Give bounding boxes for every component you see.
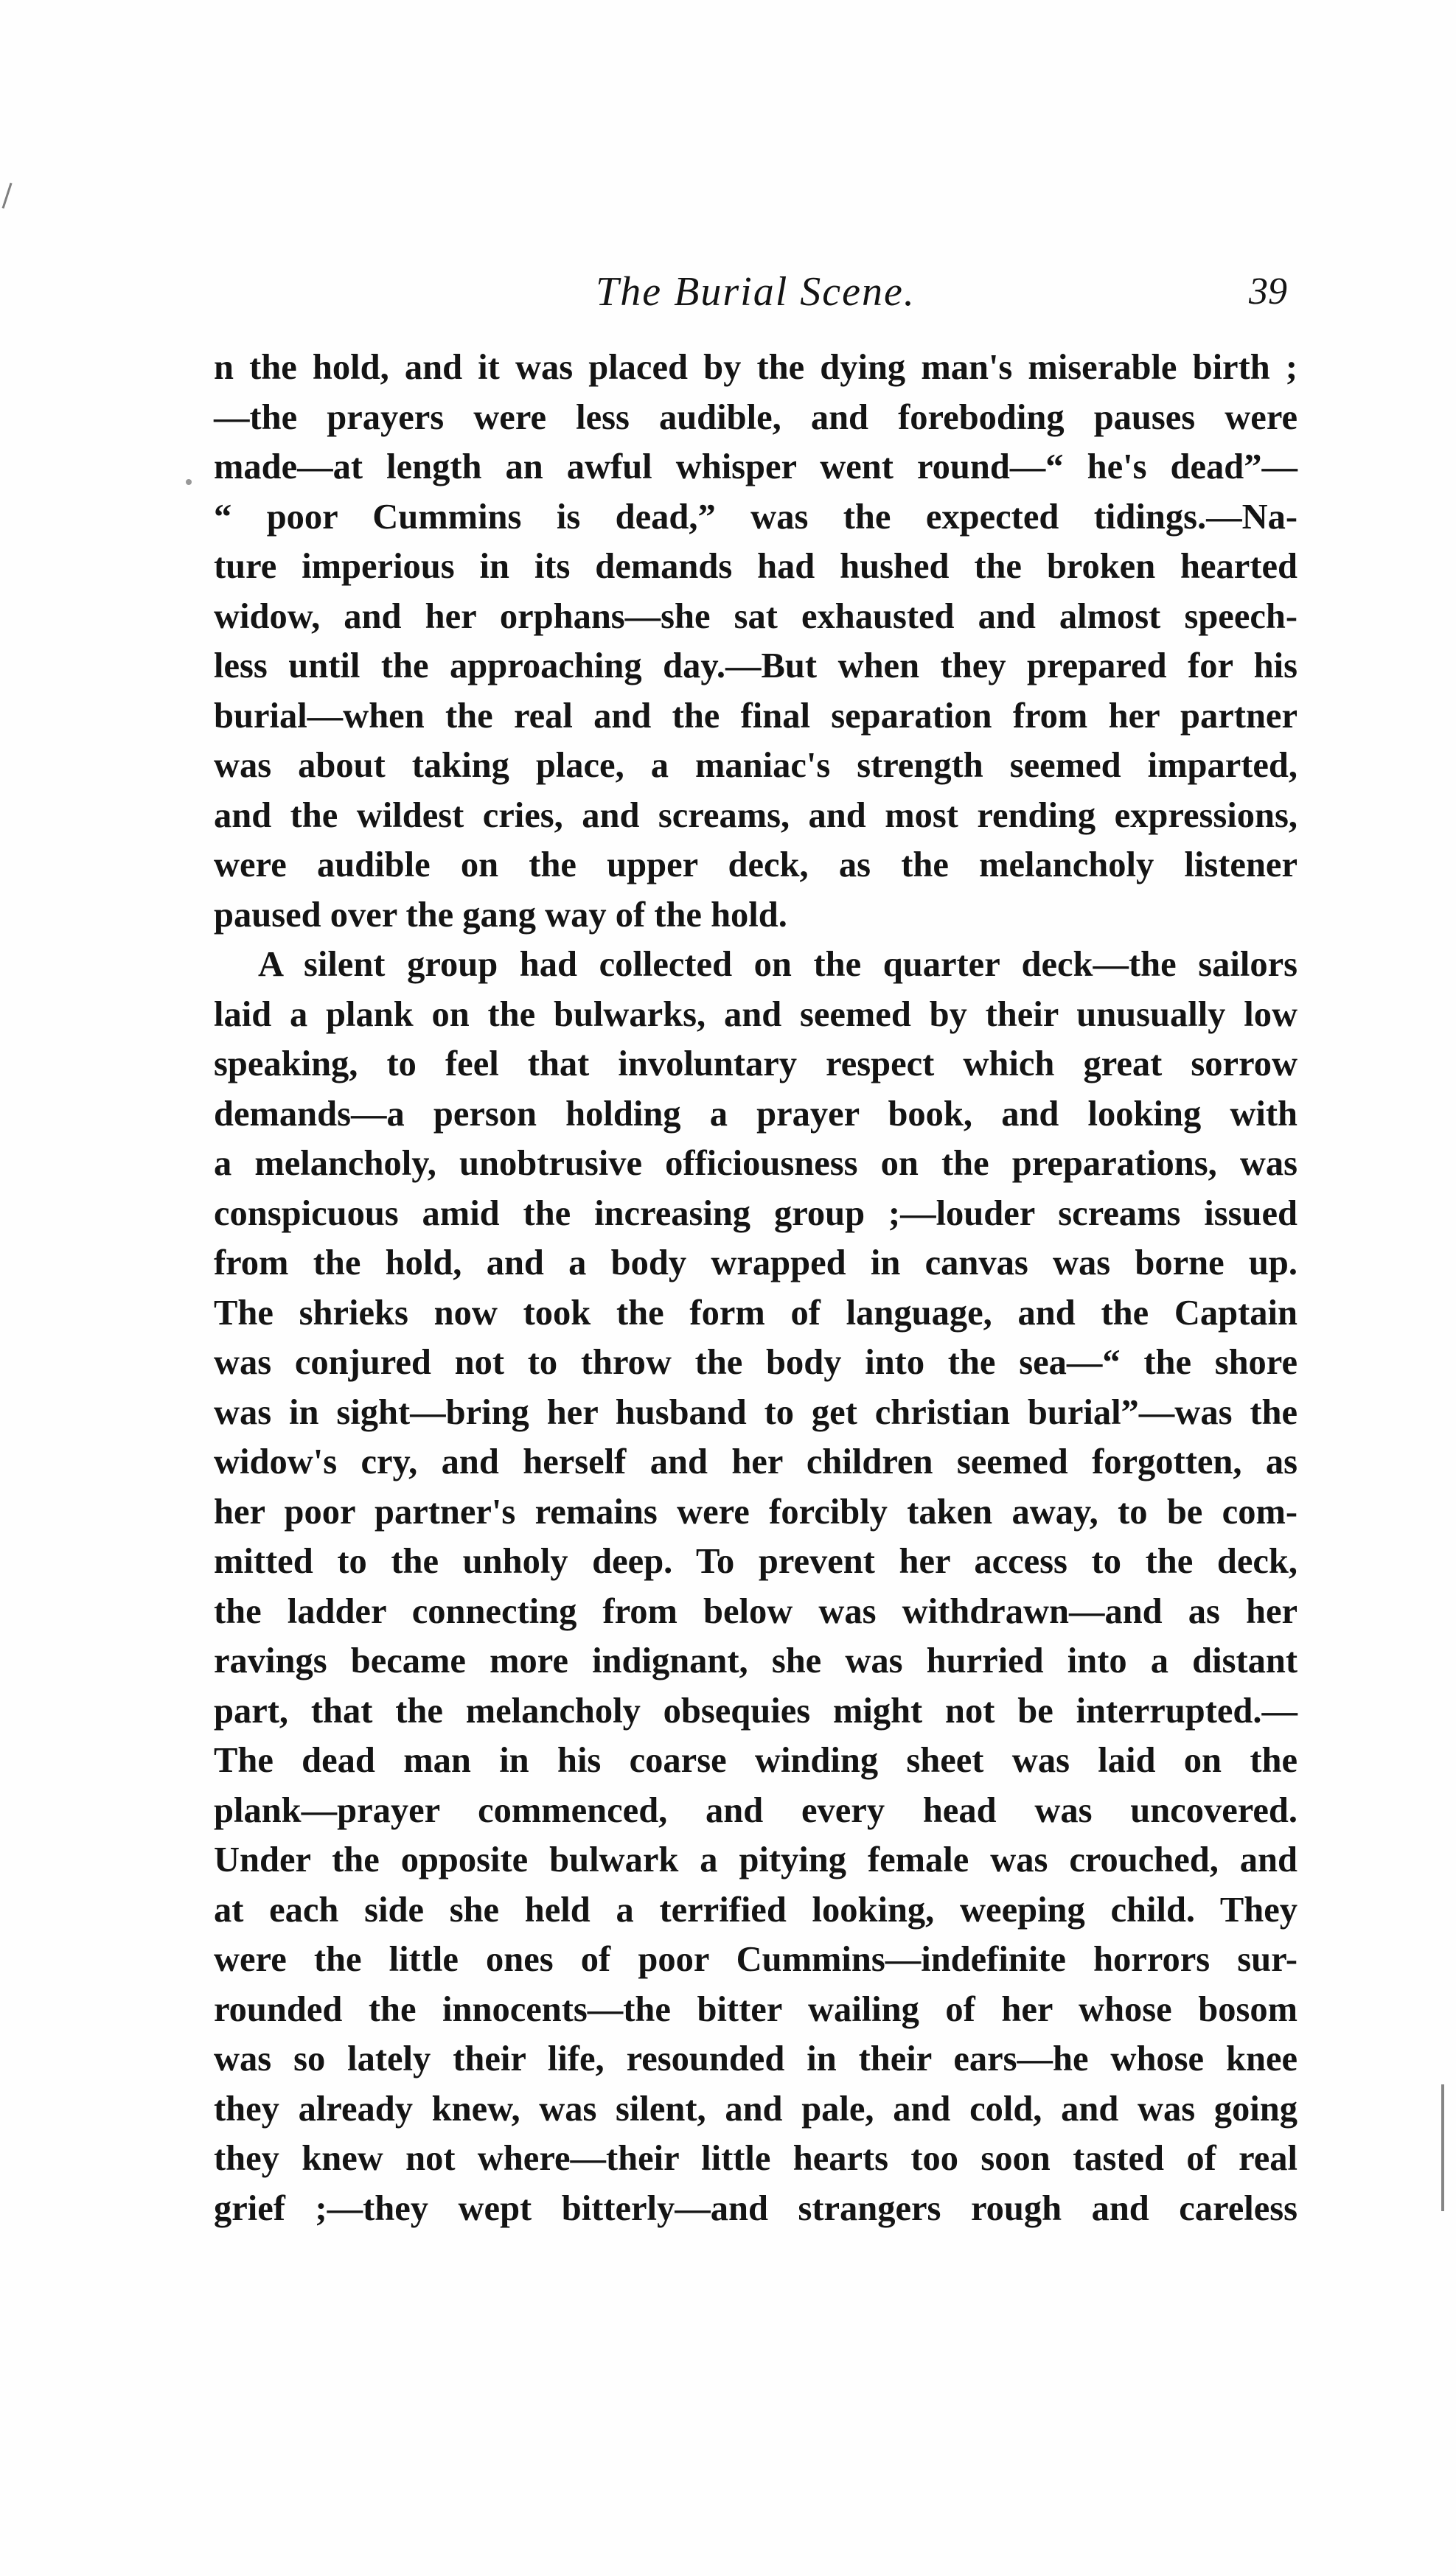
text-line: widow, and her orphans—she sat exhausted and almost speech-	[214, 596, 1297, 636]
text-line: were the little ones of poor Cummins—indefinite horrors sur-	[214, 1940, 1297, 1979]
text-line: “ poor Cummins is dead,” was the expected tidings.—Na-	[214, 497, 1297, 537]
margin-dot	[186, 479, 192, 485]
text-line: widow's cry, and herself and her children seemed forgotten, as	[214, 1442, 1297, 1481]
text-line: demands—a person holding a prayer book, and looking with	[214, 1094, 1297, 1134]
text-line: plank—prayer commenced, and every head was uncovered.	[214, 1790, 1297, 1830]
text-line: was so lately their life, resounded in their ears—he whose knee	[214, 2039, 1297, 2078]
text-line: speaking, to feel that involuntary respect which great sorrow	[214, 1044, 1297, 1083]
text-line: at each side she held a terrified looking, weeping child. They	[214, 1890, 1297, 1930]
paragraph-1	[214, 343, 1297, 940]
running-header	[214, 265, 1297, 321]
text-line: ravings became more indignant, she was hurried into a distant	[214, 1641, 1297, 1680]
text-line: n the hold, and it was placed by the dying man's miserable birth ;	[214, 348, 1297, 387]
running-title: The Burial Scene.	[596, 269, 916, 315]
margin-rule	[1441, 2084, 1444, 2211]
text-line: made—at length an awful whisper went round—“ he's dead”—	[214, 447, 1297, 486]
text-line: The dead man in his coarse winding sheet was laid on the	[214, 1741, 1297, 1780]
text-line: burial—when the real and the final separation from her partner	[214, 696, 1297, 736]
text-line: less until the approaching day.—But when they prepared for his	[214, 646, 1297, 685]
text-line: mitted to the unholy deep. To prevent her access to the deck,	[214, 1542, 1297, 1581]
text-line: paused over the gang way of the hold.	[214, 895, 787, 935]
text-line: Under the opposite bulwark a pitying female was crouched, and	[214, 1840, 1297, 1879]
text-line: A silent group had collected on the quarter deck—the sailors	[258, 945, 1297, 984]
text-line: were audible on the upper deck, as the melancholy listener	[214, 845, 1297, 884]
text-line: they already knew, was silent, and pale, and cold, and was going	[214, 2089, 1297, 2129]
text-line: ture imperious in its demands had hushed the broken hearted	[214, 547, 1297, 586]
text-line: part, that the melancholy obsequies might not be interrupted.—	[214, 1691, 1297, 1731]
page-number: 39	[1249, 270, 1287, 313]
text-line: conspicuous amid the increasing group ;—louder screams issued	[214, 1193, 1297, 1233]
text-line: rounded the innocents—the bitter wailing of her whose bosom	[214, 1989, 1297, 2029]
body-text	[214, 343, 1297, 2233]
text-line: a melancholy, unobtrusive officiousness on the preparations, was	[214, 1144, 1297, 1183]
text-line: was in sight—bring her husband to get christian burial”—was the	[214, 1392, 1297, 1432]
margin-mark	[2, 183, 15, 209]
paragraph-2	[214, 940, 1297, 2233]
text-line: they knew not where—their little hearts too soon tasted of real	[214, 2139, 1297, 2178]
text-line: was about taking place, a maniac's strength seemed imparted,	[214, 746, 1297, 785]
text-line: the ladder connecting from below was withdrawn—and as her	[214, 1591, 1297, 1631]
text-line: The shrieks now took the form of language, and the Captain	[214, 1293, 1297, 1333]
text-line: was conjured not to throw the body into the sea—“ the shore	[214, 1343, 1297, 1382]
text-line: grief ;—they wept bitterly—and strangers rough and careless	[214, 2188, 1297, 2228]
text-line: her poor partner's remains were forcibly taken away, to be com-	[214, 1492, 1297, 1532]
text-line: —the prayers were less audible, and foreboding pauses were	[214, 397, 1297, 437]
text-line: laid a plank on the bulwarks, and seemed by their unusually low	[214, 994, 1297, 1034]
text-line: from the hold, and a body wrapped in canvas was borne up.	[214, 1243, 1297, 1282]
text-line: and the wildest cries, and screams, and most rending expressions,	[214, 795, 1297, 835]
